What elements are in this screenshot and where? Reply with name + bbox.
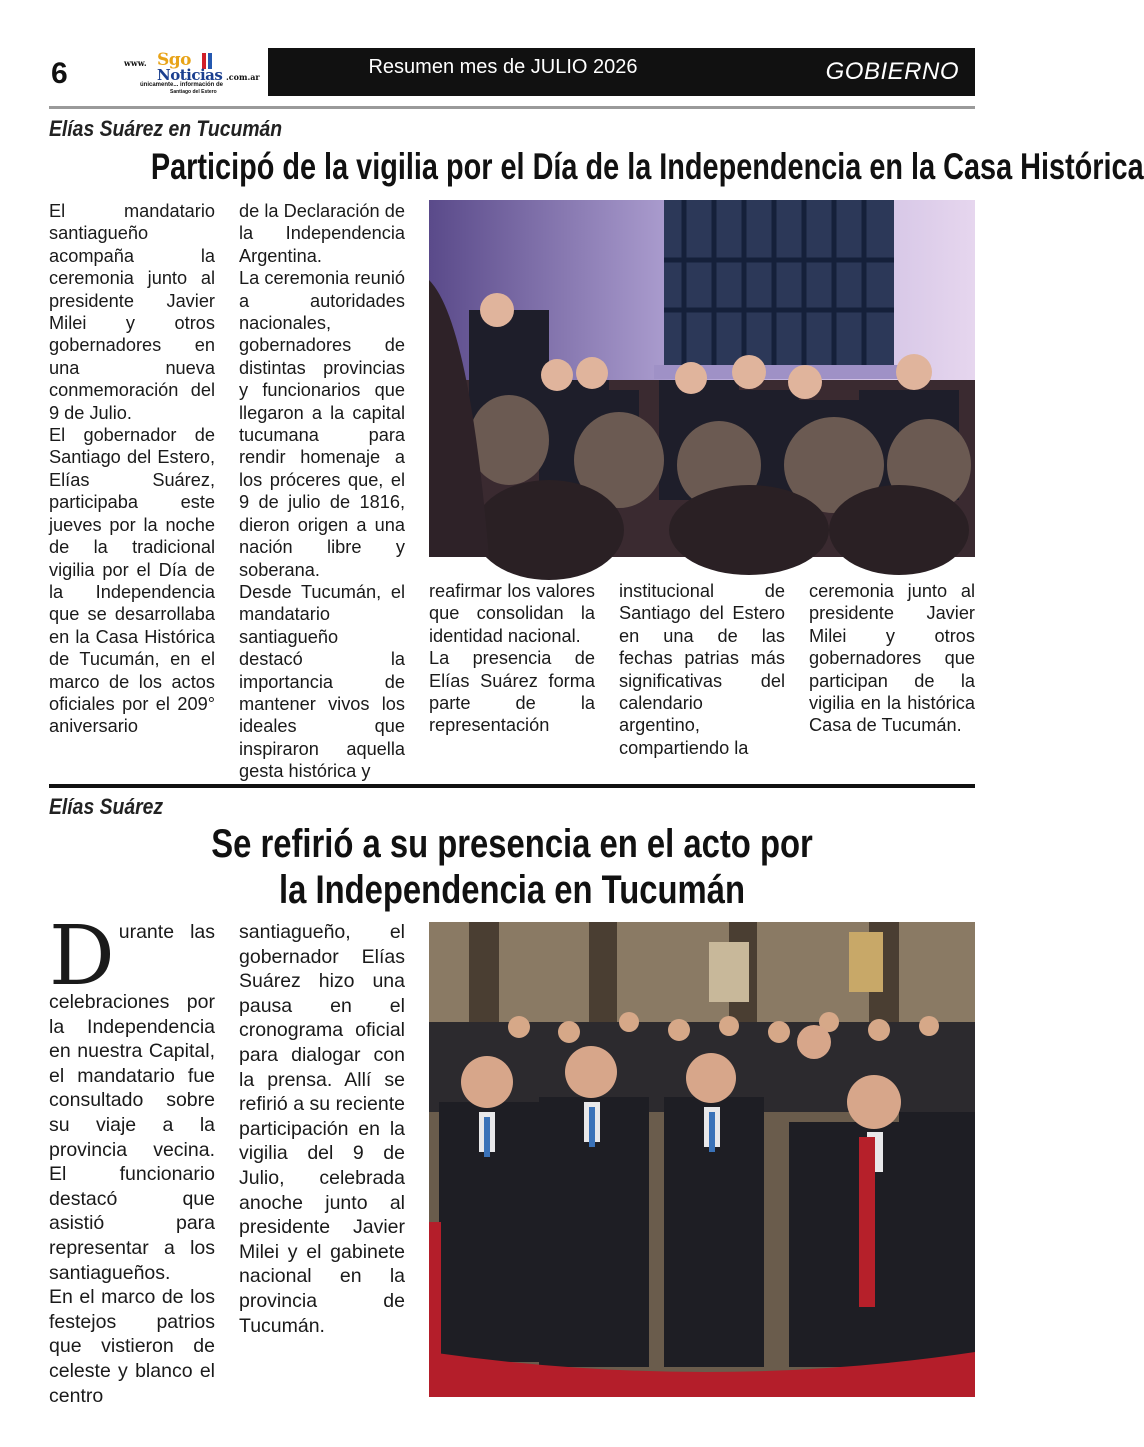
page-number: 6 <box>51 57 68 90</box>
publication-logo: www. Sgo Noticias .com.ar únicamente... información de Santiago del Estero <box>124 50 260 95</box>
article2-column-2: santiagueño, el gobernador Elías Suárez hizo una pausa en el cronograma oficial para dialogar con la prensa. Allí se refirió a su reciente participación en la vigilia del 9 de Julio, celebrada anoche junto al presidente Javier Milei y el gabinete nacional en la provincia de Tucumán. <box>239 921 405 1337</box>
article2-headline-line1: Se refirió a su presencia en el acto por <box>211 822 813 866</box>
article2-column-1: Durante las celebraciones por la Independencia en nuestra Capital, el mandatario fue consultado sobre su viaje a la provincia vecina. El funcionario destacó que asistió para representar a los santiagueños. En el marco de los festejos patrios que vistieron de celeste y blanco el centro <box>49 909 215 1407</box>
header-bar <box>268 48 975 96</box>
article1-kicker: Elías Suárez en Tucumán <box>49 116 283 141</box>
article1-headline: Participó de la vigilia por el Día de la Independencia en la Casa Histórica <box>150 146 1144 187</box>
article2-kicker: Elías Suárez <box>49 794 164 819</box>
header-divider <box>49 106 975 109</box>
edition-label: Resumen mes de JULIO 2026 <box>368 56 638 78</box>
article1-column-3: reafirmar los valores que consolidan la identidad nacional. La presencia de Elías Suárez forma parte de la representación <box>429 581 595 736</box>
article2-photo <box>429 922 975 1397</box>
governors-in-church-photo <box>429 922 975 1397</box>
article1-column-5: ceremonia junto al presidente Javier Milei y otros gobernadores que participan de la vigilia en la histórica Casa de Tucumán. <box>809 581 975 736</box>
article1-column-4: institucional de Santiago del Estero en una de las fechas patrias más significativas del calendario argentino, compartiendo la <box>619 581 785 758</box>
drop-cap: D <box>49 909 115 1004</box>
article1-column-2: de la Declaración de la Independencia Argentina. La ceremonia reunió a autoridades nacionales, gobernadores de distintas provincias y funcionarios que llegaron a la capital tucumana para rendir homenaje a los próceres que, el 9 de julio de 1816, dieron origen a una nación libre y soberana. Desde Tucumán, el mandatario santiagueño destacó la importancia de mantener vivos los ideales que inspiraron aquella gesta histórica y <box>239 201 405 782</box>
article1-photo <box>429 200 975 557</box>
article1-column-1: El mandatario santiagueño acompaña la ceremonia junto al presidente Javier Milei y otros gobernadores en una nueva conmemoración del 9 de Julio. El gobernador de Santiago del Estero, Elías Suárez, participaba este jueves por la noche de la tradicional vigilia por el Día de la Independencia que se desarrollaba en la Casa Histórica de Tucumán, en el marco de los actos oficiales por el 209° aniversario <box>49 201 215 737</box>
section-label: GOBIERNO <box>825 58 959 85</box>
article2-headline-line2: la Independencia en Tucumán <box>279 868 745 912</box>
article-divider <box>49 784 975 788</box>
page-header <box>49 48 975 96</box>
vigil-ceremony-photo <box>429 200 975 557</box>
